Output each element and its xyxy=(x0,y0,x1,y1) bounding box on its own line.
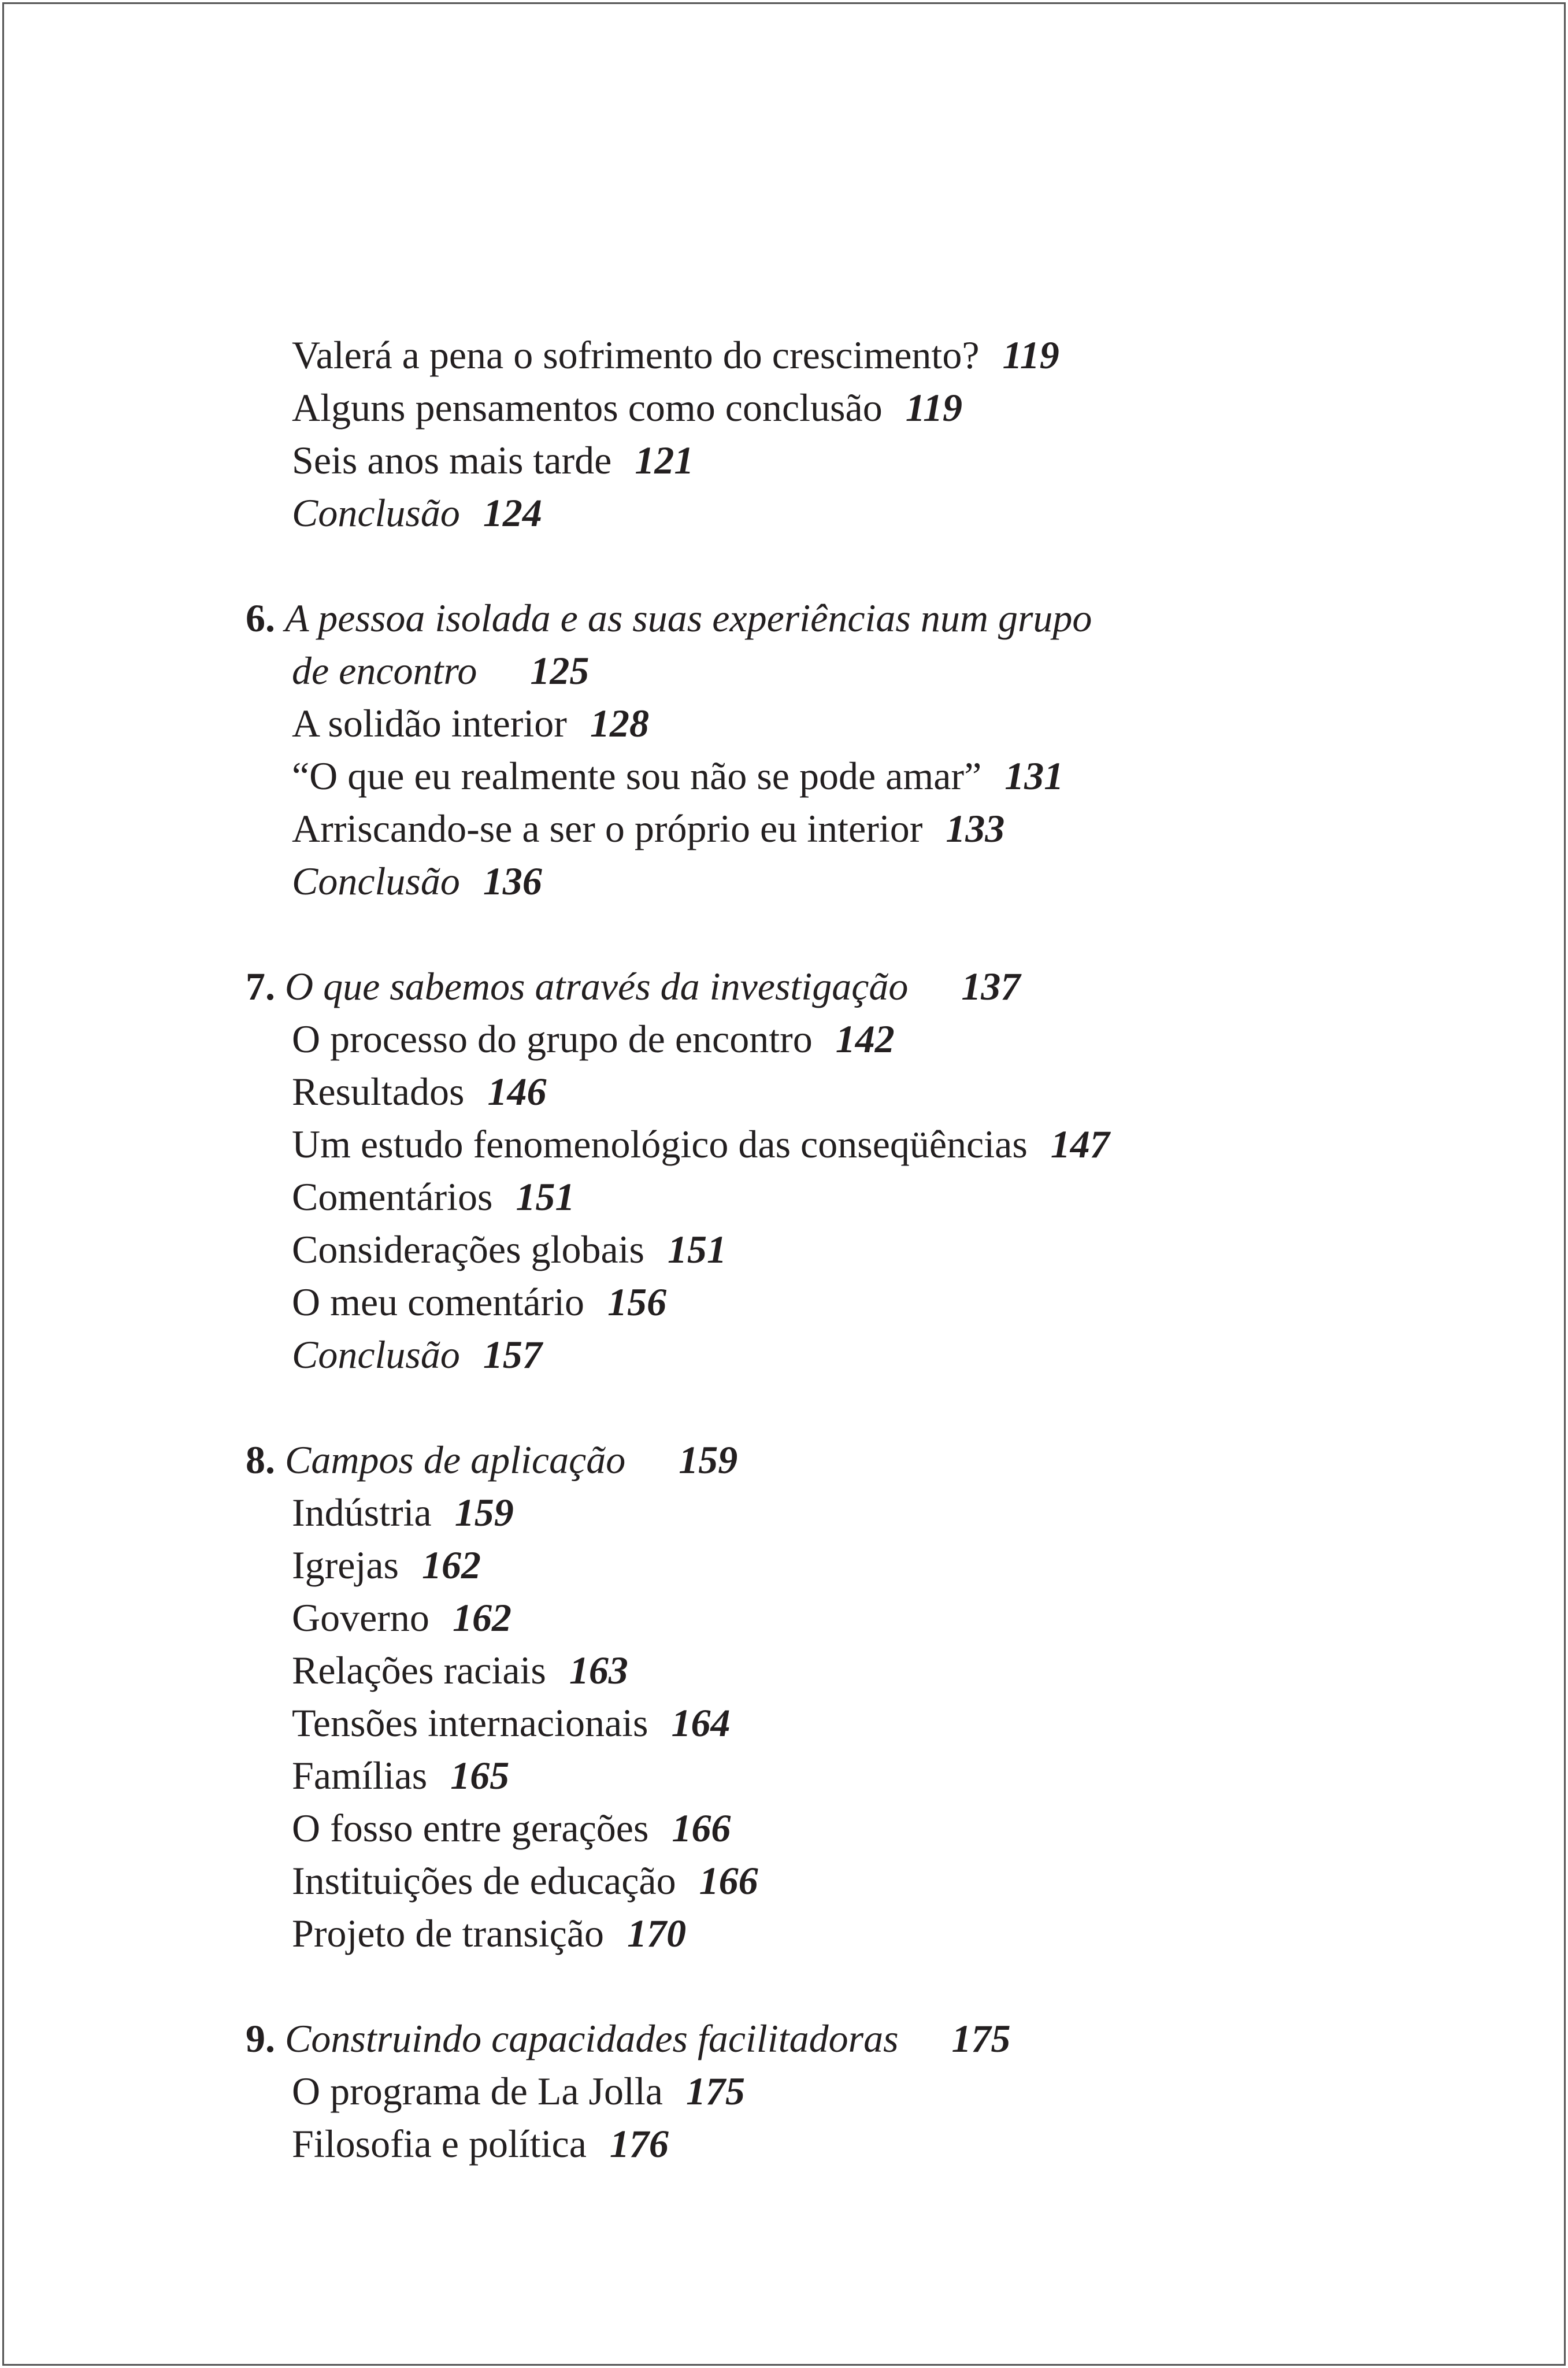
page-number: 162 xyxy=(422,1543,481,1587)
toc-entry: Considerações globais 151 xyxy=(292,1227,726,1271)
page-number: 159 xyxy=(679,1438,738,1482)
chapter-number: 6. xyxy=(246,596,275,640)
chapter-heading xyxy=(246,960,1020,1012)
page-number: 170 xyxy=(627,1911,687,1955)
toc-entry: Filosofia e política 176 xyxy=(292,2122,669,2166)
toc-entry: Seis anos mais tarde 121 xyxy=(292,438,694,482)
page-number: 131 xyxy=(1004,754,1064,798)
chapter-title: A pessoa isolada e as suas experiências num grupo xyxy=(285,596,1092,640)
toc-entry: “O que eu realmente sou não se pode amar” 131 xyxy=(292,754,1064,798)
page-number: 136 xyxy=(483,859,542,903)
page-number: 175 xyxy=(951,2016,1011,2060)
page-number: 176 xyxy=(609,2122,669,2166)
toc-entry: Conclusão 136 xyxy=(292,859,542,903)
page-number: 166 xyxy=(699,1859,758,1903)
chapter-title: Campos de aplicação xyxy=(285,1438,626,1482)
page-number: 142 xyxy=(835,1017,895,1061)
page-number: 146 xyxy=(487,1070,547,1113)
toc-entry: Instituições de educação 166 xyxy=(292,1859,758,1903)
page-number: 137 xyxy=(961,964,1021,1008)
page-number: 163 xyxy=(569,1648,628,1692)
chapter-title: Construindo capacidades facilitadoras xyxy=(285,2016,899,2060)
toc-entry: Igrejas 162 xyxy=(292,1543,481,1587)
toc-entry: Governo 162 xyxy=(292,1596,511,1640)
page-number: 119 xyxy=(905,386,962,430)
toc-entry: Arriscando-se a ser o próprio eu interior 133 xyxy=(292,806,1005,850)
toc-entry: Conclusão 157 xyxy=(292,1333,542,1377)
chapter-heading xyxy=(246,2012,1011,2064)
toc-entry: Um estudo fenomenológico das conseqüências 147 xyxy=(292,1122,1110,1166)
chapter-heading xyxy=(246,1434,737,1486)
page-number: 119 xyxy=(1002,333,1059,377)
page-number: 165 xyxy=(450,1753,510,1797)
page-number: 164 xyxy=(671,1701,731,1745)
toc-entry: O meu comentário 156 xyxy=(292,1280,667,1324)
toc-entry: Resultados 146 xyxy=(292,1070,547,1113)
toc-entry: Famílias 165 xyxy=(292,1753,510,1797)
chapter-heading-continued: de encontro 125 xyxy=(292,649,590,693)
toc-entry: O processo do grupo de encontro 142 xyxy=(292,1017,895,1061)
toc-entry: Relações raciais 163 xyxy=(292,1648,628,1692)
page-number: 133 xyxy=(946,806,1005,850)
chapter-heading xyxy=(246,592,1092,644)
toc-entry: O programa de La Jolla 175 xyxy=(292,2069,745,2113)
toc-entry: Valerá a pena o sofrimento do crescimento? 119 xyxy=(292,333,1059,377)
chapter-number: 7. xyxy=(246,964,275,1008)
chapter-number: 9. xyxy=(246,2016,275,2060)
page-number: 151 xyxy=(667,1227,726,1271)
page-number: 124 xyxy=(483,491,542,535)
toc-entry: Comentários 151 xyxy=(292,1175,575,1219)
page-number: 157 xyxy=(483,1333,542,1377)
chapter-number: 8. xyxy=(246,1438,275,1482)
page-number: 175 xyxy=(685,2069,745,2113)
page-number: 151 xyxy=(516,1175,575,1219)
page-number: 147 xyxy=(1050,1122,1110,1166)
page-number: 159 xyxy=(454,1490,514,1534)
toc-entry: Projeto de transição 170 xyxy=(292,1911,687,1955)
page-number: 162 xyxy=(452,1596,511,1640)
page-number: 156 xyxy=(607,1280,667,1324)
toc-entry: Indústria 159 xyxy=(292,1490,514,1534)
toc-entry: Conclusão 124 xyxy=(292,491,542,535)
page-number: 121 xyxy=(635,438,694,482)
toc-entry: Tensões internacionais 164 xyxy=(292,1701,731,1745)
page-number: 128 xyxy=(590,701,649,745)
toc-entry: Alguns pensamentos como conclusão 119 xyxy=(292,386,962,430)
toc-entry: O fosso entre gerações 166 xyxy=(292,1806,731,1850)
page-number: 166 xyxy=(672,1806,731,1850)
toc-entry: A solidão interior 128 xyxy=(292,701,649,745)
page-number: 125 xyxy=(530,649,590,693)
chapter-title: O que sabemos através da investigação xyxy=(285,964,909,1008)
